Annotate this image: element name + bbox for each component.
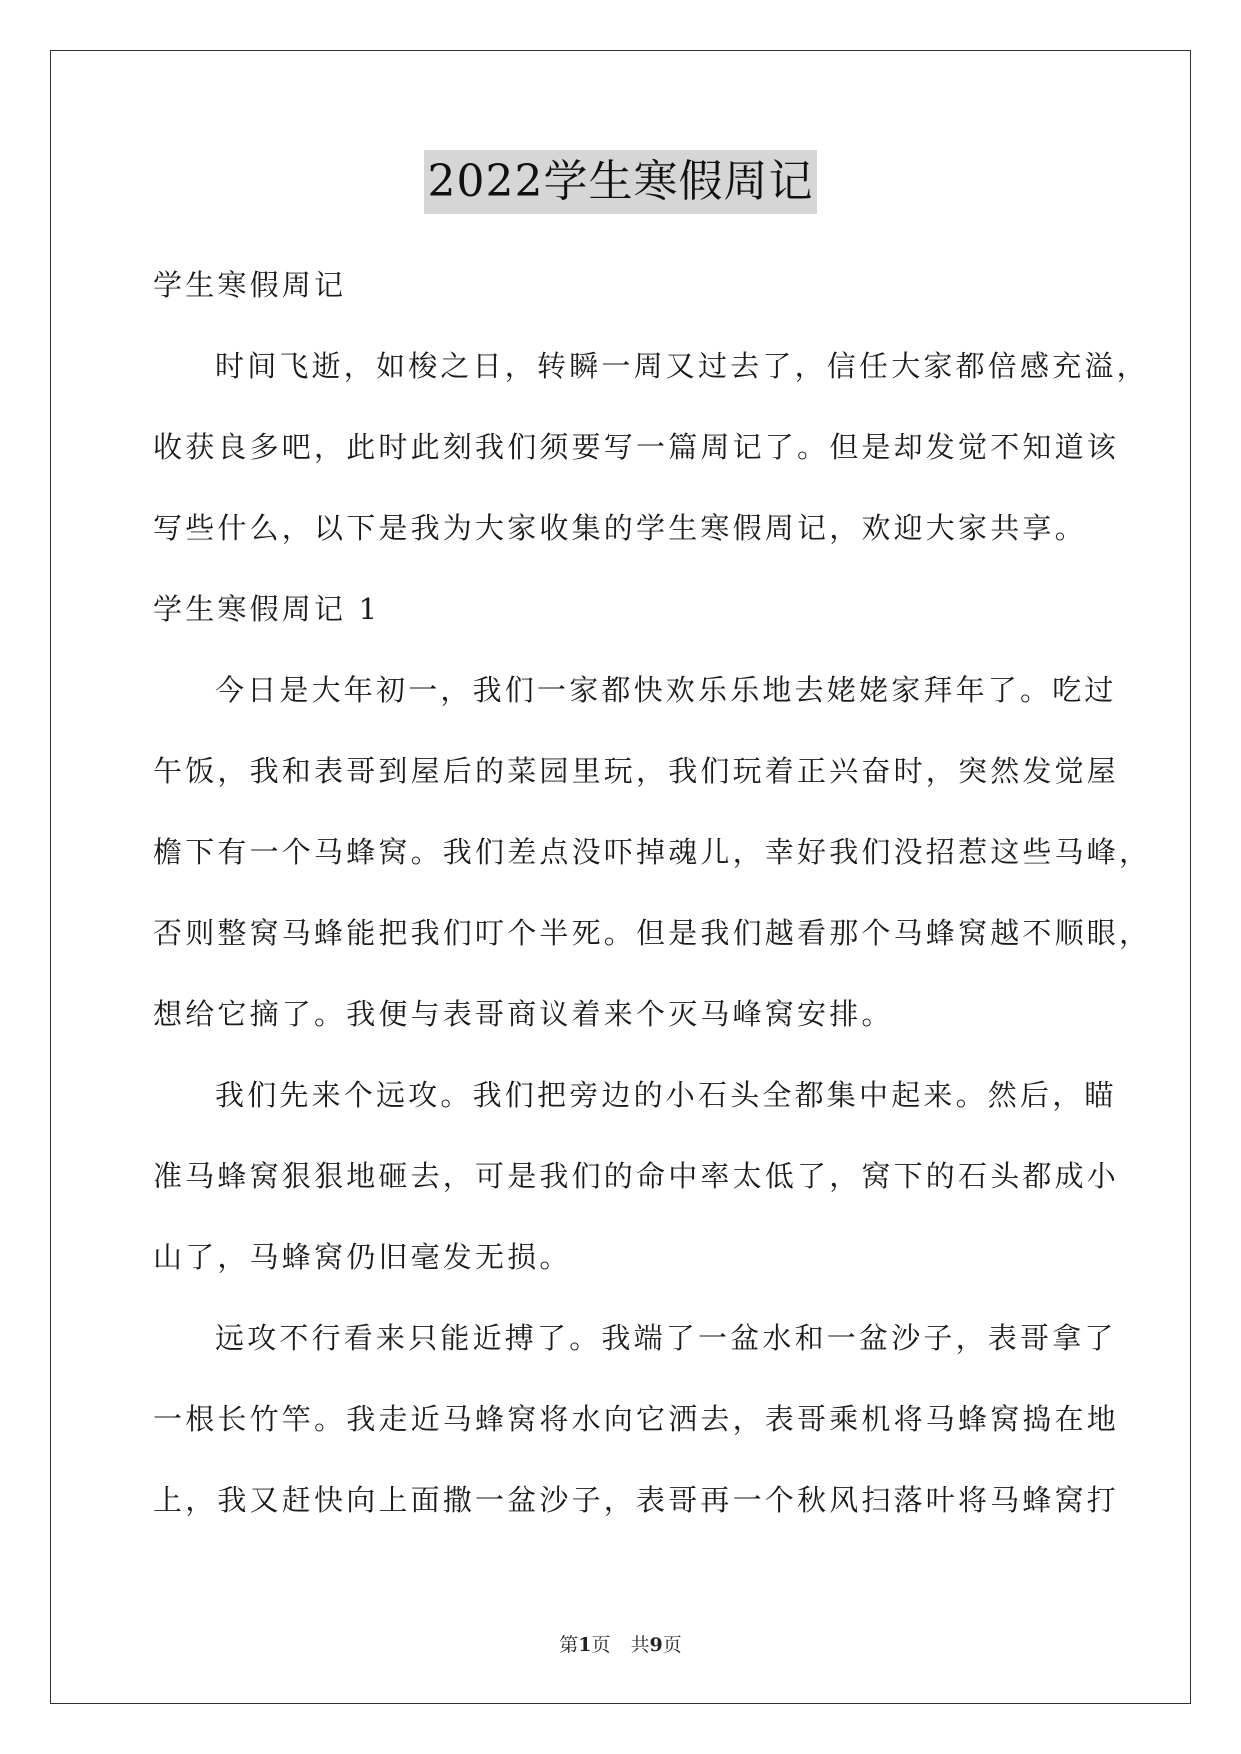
paragraph-line: 山了，马蜂窝仍旧毫发无损。 [153,1240,572,1274]
current-page-number: 1 [578,1634,592,1656]
paragraph-line: 一根长竹竿。我走近马蜂窝将水向它洒去，表哥乘机将马蜂窝捣在地 [153,1402,1120,1436]
paragraph-line: 檐下有一个马蜂窝。我们差点没吓掉魂儿，幸好我们没招惹这些马峰， [153,835,1152,869]
intro-line: 收获良多吧，此时此刻我们须要写一篇周记了。但是却发觉不知道该 [153,430,1120,464]
paragraph-line: 想给它摘了。我便与表哥商议着来个灭马峰窝安排。 [153,997,894,1031]
paragraph-line: 午饭，我和表哥到屋后的菜园里玩，我们玩着正兴奋时，突然发觉屋 [153,754,1120,788]
paragraph-line: 我们先来个远攻。我们把旁边的小石头全都集中起来。然后，瞄 [215,1078,1117,1112]
total-prefix: 共 [630,1634,650,1656]
page-footer [0,1630,1241,1657]
intro-line: 写些什么，以下是我为大家收集的学生寒假周记，欢迎大家共享。 [153,511,1087,545]
section-heading: 学生寒假周记 1 [153,592,381,626]
paragraph-line: 今日是大年初一，我们一家都快欢乐乐地去姥姥家拜年了。吃过 [215,673,1117,707]
paragraph-line: 上，我又赶快向上面撒一盆沙子，表哥再一个秋风扫落叶将马蜂窝打 [153,1483,1120,1517]
document-body [153,245,1152,1541]
section-heading: 学生寒假周记 [153,268,347,302]
intro-line: 时间飞逝，如梭之日，转瞬一周又过去了，信任大家都倍感充溢， [215,349,1149,383]
title-container [0,150,1241,214]
page-prefix: 第 [559,1634,579,1656]
total-suffix: 页 [662,1634,682,1656]
document-title: 2022学生寒假周记 [424,150,818,214]
paragraph-line: 准马蜂窝狠狠地砸去，可是我们的命中率太低了，窝下的石头都成小 [153,1159,1120,1193]
paragraph-line: 远攻不行看来只能近搏了。我端了一盆水和一盆沙子，表哥拿了 [215,1321,1117,1355]
paragraph-line: 否则整窝马蜂能把我们叮个半死。但是我们越看那个马蜂窝越不顺眼， [153,916,1152,950]
page-suffix: 页 [591,1634,611,1656]
total-pages-number: 9 [649,1634,663,1656]
